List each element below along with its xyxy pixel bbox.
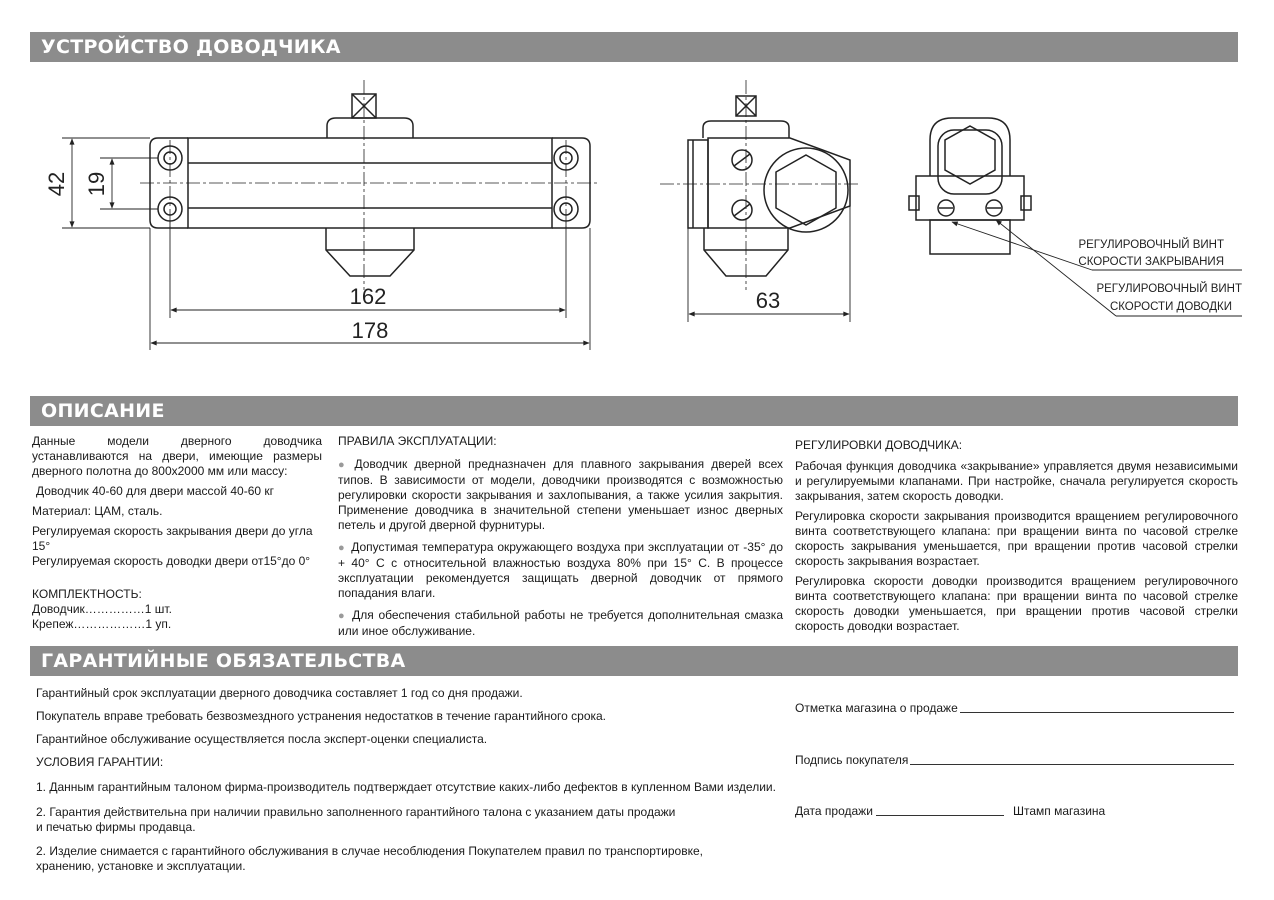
operation-rule-3: ● Для обеспечения стабильной работы не требуется дополнительная смазка или иное обслуживание. <box>338 608 783 639</box>
buyer-signature-label: Подпись покупателя <box>795 753 909 767</box>
dim-63-label: 63 <box>755 288 781 313</box>
operation-rule-1: ● Доводчик дверной предназначен для плавного закрывания дверей всех типов. В зависимости от модели, доводчики производятся с возможностью регулировки скорости закрывания и захлопывания, а также усилия закрытия. Применение доводчика в значительной степени уменьшает износ дверных петель и другой дверной фурнитуры. <box>338 457 783 533</box>
warranty-para-3: Гарантийное обслуживание осуществляется посла эксперт-оценки специалиста. <box>36 732 488 746</box>
dim-19-label: 19 <box>84 171 109 197</box>
adjustments-title: РЕГУЛИРОВКИ ДОВОДЧИКА: <box>795 438 963 452</box>
adjustment-para-2: Регулировка скорости закрывания производится вращением регулировочного винта соответствующего клапана: при вращении винта по часовой стрелке скорость закрывания уменьшается, при вращении против часовой стрелки скорость закрывания возрастает. <box>795 509 1238 568</box>
callout-latch-line1: РЕГУЛИРОВОЧНЫЙ ВИНТ <box>1096 283 1242 295</box>
warranty-para-2: Покупатель вправе требовать безвозмездного устранения недостатков в течение гарантийного срока. <box>36 709 607 723</box>
warranty-condition-1: 1. Данным гарантийным талоном фирма-производитель подтверждает отсутствие каких-либо дефектов в купленном Вами изделии. <box>36 780 776 794</box>
description-material: Материал: ЦАМ, сталь. <box>32 504 163 518</box>
store-mark-label: Отметка магазина о продаже <box>795 701 958 715</box>
sale-date-line[interactable] <box>876 815 1004 816</box>
description-col1 <box>32 434 322 632</box>
description-intro: Данные модели дверного доводчика устанавливаются на двери, имеющие размеры дверного полотна до 800х2000 мм или массу: <box>32 434 322 478</box>
device-section-title: УСТРОЙСТВО ДОВОДЧИКА <box>30 32 1238 62</box>
warranty-text <box>36 686 776 874</box>
adjustment-para-3: Регулировка скорости доводки производится вращением регулировочного винта соответствующего клапана: при вращении винта по часовой стрелке скорость доводки уменьшается, при вращении против часовой стрелки скорость доводки возрастает. <box>795 574 1238 633</box>
description-model: Доводчик 40-60 для двери массой 40-60 кг <box>36 484 275 498</box>
kit-item-closer: Доводчик……………1 шт. <box>32 602 172 616</box>
adjustment-para-1: Рабочая функция доводчика «закрывание» управляется двумя независимыми и регулируемыми клапанами. При настройке, сначала регулируется скорость закрывания, затем скорость доводки. <box>795 459 1238 503</box>
dim-178-label: 178 <box>351 318 389 343</box>
warranty-condition-3b: хранению, установке и эксплуатации. <box>36 859 246 873</box>
callout-close-line1: РЕГУЛИРОВОЧНЫЙ ВИНТ <box>1078 239 1224 251</box>
warranty-condition-3a: 2. Изделие снимается с гарантийного обслуживания в случае несоблюдения Покупателем правил по транспортировке, <box>36 844 703 858</box>
warranty-section-title: ГАРАНТИЙНЫЕ ОБЯЗАТЕЛЬСТВА <box>30 646 1238 676</box>
description-speed1: Регулируемая скорость закрывания двери до угла 15° <box>32 524 313 553</box>
buyer-signature-line[interactable] <box>910 764 1234 765</box>
kit-item-fasteners: Крепеж………………1 уп. <box>32 617 172 631</box>
sale-date-label: Дата продажи <box>795 804 873 818</box>
door-closer-drawing <box>0 62 1274 396</box>
warranty-condition-2a: 2. Гарантия действительна при наличии правильно заполненного гарантийного талона с указанием даты продажи <box>36 805 676 819</box>
callout-close-line2: СКОРОСТИ ЗАКРЫВАНИЯ <box>1078 256 1224 268</box>
warranty-condition-2b: и печатью фирмы продавца. <box>36 820 196 834</box>
side-view <box>688 96 850 276</box>
warranty-conditions-title: УСЛОВИЯ ГАРАНТИИ: <box>36 755 164 769</box>
dim-162-label: 162 <box>349 284 387 309</box>
operation-rules-title: ПРАВИЛА ЭКСПЛУАТАЦИИ: <box>338 434 497 448</box>
description-section-title: ОПИСАНИЕ <box>30 396 1238 426</box>
kit-title: КОМПЛЕКТНОСТЬ: <box>32 587 142 601</box>
description-col3 <box>795 438 1238 634</box>
store-mark-line[interactable] <box>960 712 1234 713</box>
warranty-para-1: Гарантийный срок эксплуатации дверного доводчика составляет 1 год со дня продажи. <box>36 686 523 700</box>
store-stamp-label: Штамп магазина <box>1013 804 1106 818</box>
operation-rule-2: ● Допустимая температура окружающего воздуха при эксплуатации от -35° до + 40° С с относительной влажностью воздуха 80% при 15° С. В процессе эксплуатации рекомендуется защищать дверной доводчик от прямого попадания влаги. <box>338 540 783 601</box>
front-view <box>150 94 590 276</box>
description-col2 <box>338 434 783 639</box>
callout-latch-line2: СКОРОСТИ ДОВОДКИ <box>1109 301 1232 313</box>
description-speed2: Регулируемая скорость доводки двери от15°до 0° <box>32 554 311 568</box>
dim-42-label: 42 <box>44 171 69 197</box>
